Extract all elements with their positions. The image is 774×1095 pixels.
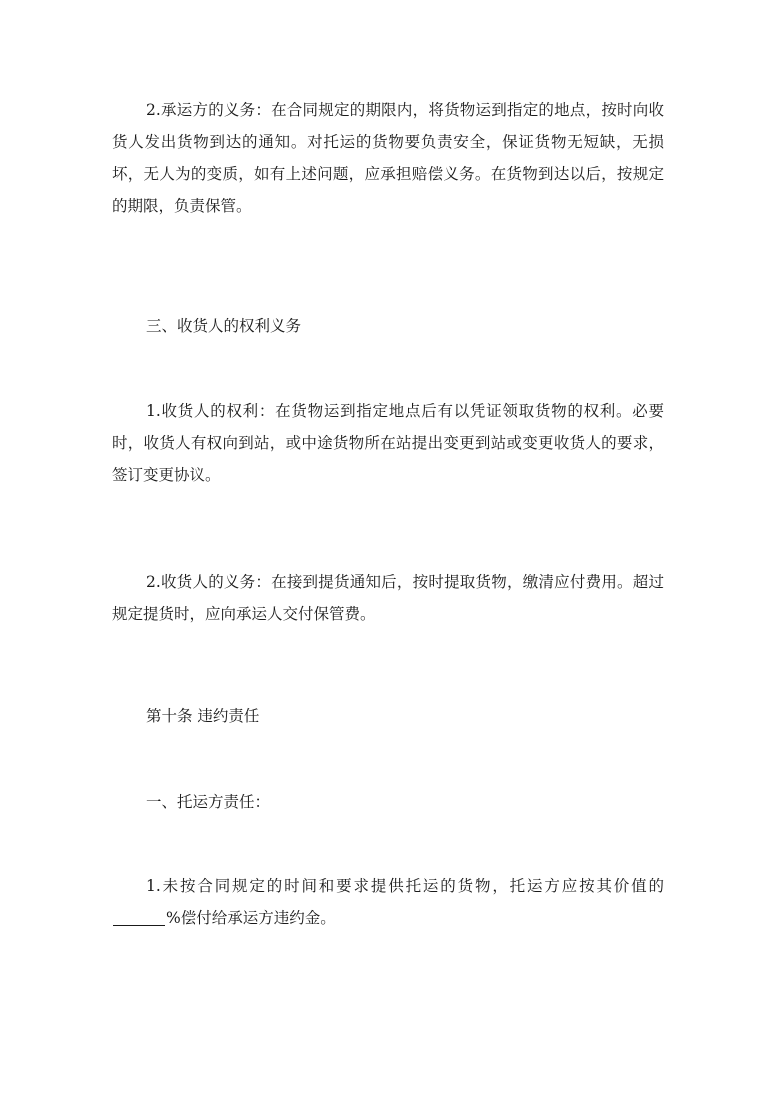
carrier-obligations-paragraph: 2.承运方的义务：在合同规定的期限内，将货物运到指定的地点，按时向收货人发出货物到达的通知。对托运的货物要负责安全，保证货物无短缺，无损坏，无人为的变质，如有上述问题，应承担赔偿义务。在货物到达以后，按规定的期限，负责保管。 (112, 101, 664, 215)
clause-text-after-blank: %偿付给承运方违约金。 (166, 909, 336, 927)
fill-in-blank (113, 907, 165, 926)
consignee-obligations-paragraph: 2.收货人的义务：在接到提货通知后，按时提取货物，缴清应付费用。超过规定提货时，应向承运人交付保管费。 (112, 573, 664, 623)
consignee-rights-heading: 三、收货人的权利义务 (146, 317, 302, 335)
consignee-rights-paragraph: 1.收货人的权利：在货物运到指定地点后有以凭证领取货物的权利。必要时，收货人有权向到站，或中途货物所在站提出变更到站或变更收货人的要求，签订变更协议。 (112, 402, 664, 484)
article-ten-heading: 第十条 违约责任 (146, 707, 260, 725)
clause-text-before-blank: 1.未按合同规定的时间和要求提供托运的货物，托运方应按其价值的 (146, 877, 664, 895)
shipper-liability-paragraph (112, 870, 664, 934)
shipper-liability-heading: 一、托运方责任： (146, 793, 271, 811)
